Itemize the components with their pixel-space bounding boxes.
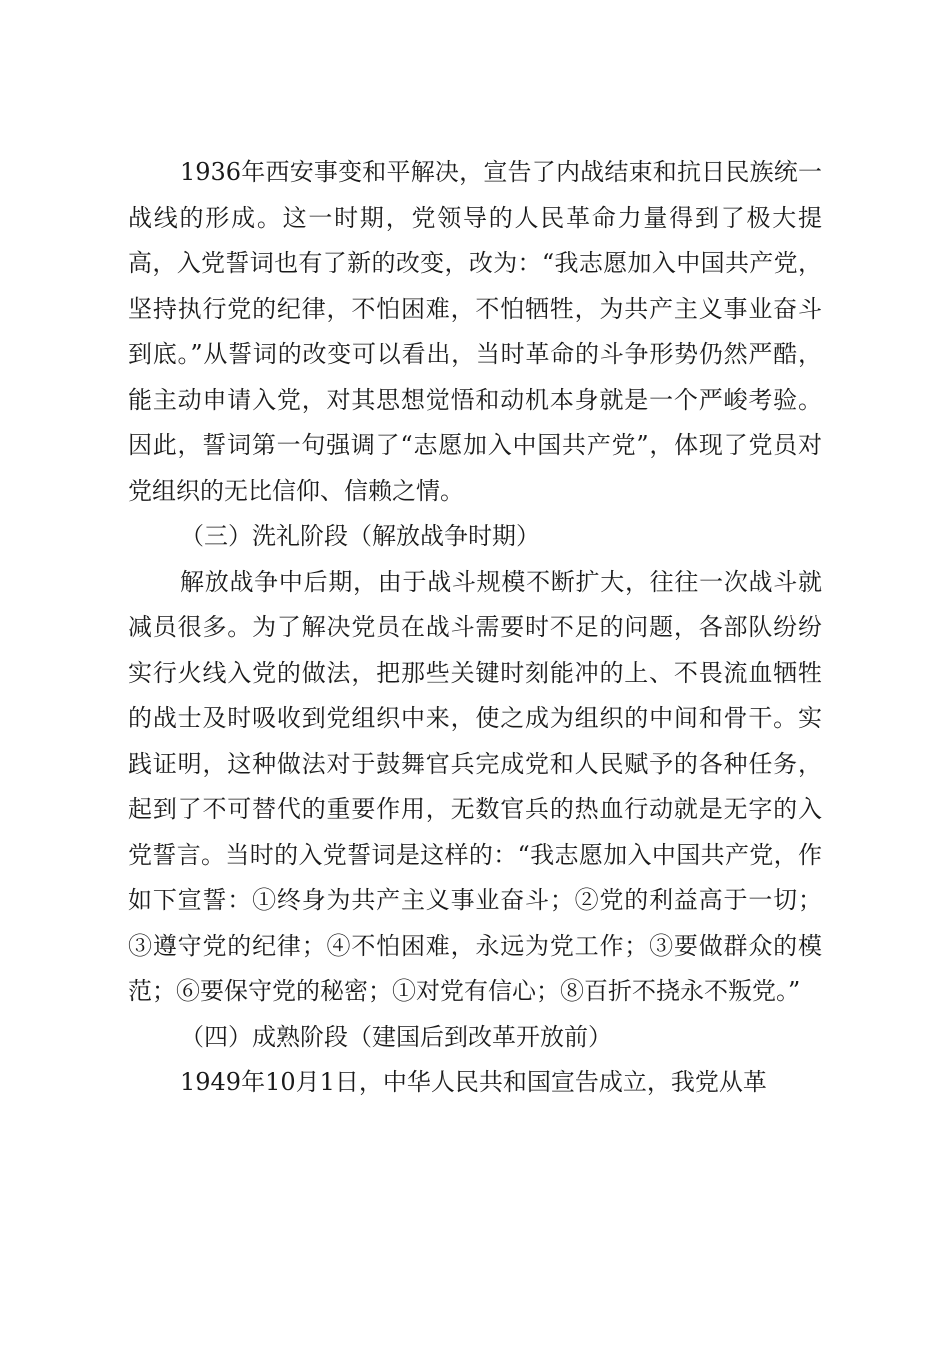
section-heading-baptism-stage: （三）洗礼阶段（解放战争时期）: [180, 522, 540, 550]
paragraph-liberation-war: 解放战争中后期，由于战斗规模不断扩大，往往一次战斗就减员很多。为了解决党员在战斗需要时不足的问题，各部队纷纷实行火线入党的做法，把那些关键时刻能冲的上、不畏流血牺牲的战士及时吸收到党组织中来，使之成为组织的中间和骨干。实践证明，这种做法对于鼓舞官兵完成党和人民赋予的各种任务，起到了不可替代的重要作用，无数官兵的热血行动就是无字的入党誓言。当时的入党誓词是这样的：“我志愿加入中国共产党，作如下宣誓：①终身为共产主义事业奋斗；②党的利益高于一切；③遵守党的纪律；④不怕困难，永远为党工作；③要做群众的模范；⑥要保守党的秘密；①对党有信心；⑧百折不挠永不叛党。”: [128, 567, 822, 1005]
document-body: [128, 150, 822, 1106]
paragraph-prc-founding: 1949年10月1日，中华人民共和国宣告成立，我党从革: [180, 1068, 767, 1096]
section-heading-mature-stage: （四）成熟阶段（建国后到改革开放前）: [180, 1022, 612, 1051]
paragraph-xian-incident: 1936年西安事变和平解决，宣告了内战结束和抗日民族统一战线的形成。这一时期，党领导的人民革命力量得到了极大提高，入党誓词也有了新的改变，改为：“我志愿加入中国共产党，坚持执行党的纪律，不怕困难，不怕牺牲，为共产主义事业奋斗到底。”从誓词的改变可以看出，当时革命的斗争形势仍然严酷，能主动申请入党，对其思想觉悟和动机本身就是一个严峻考验。因此，誓词第一句强调了“志愿加入中国共产党”，体现了党员对党组织的无比信仰、信赖之情。: [128, 158, 822, 505]
